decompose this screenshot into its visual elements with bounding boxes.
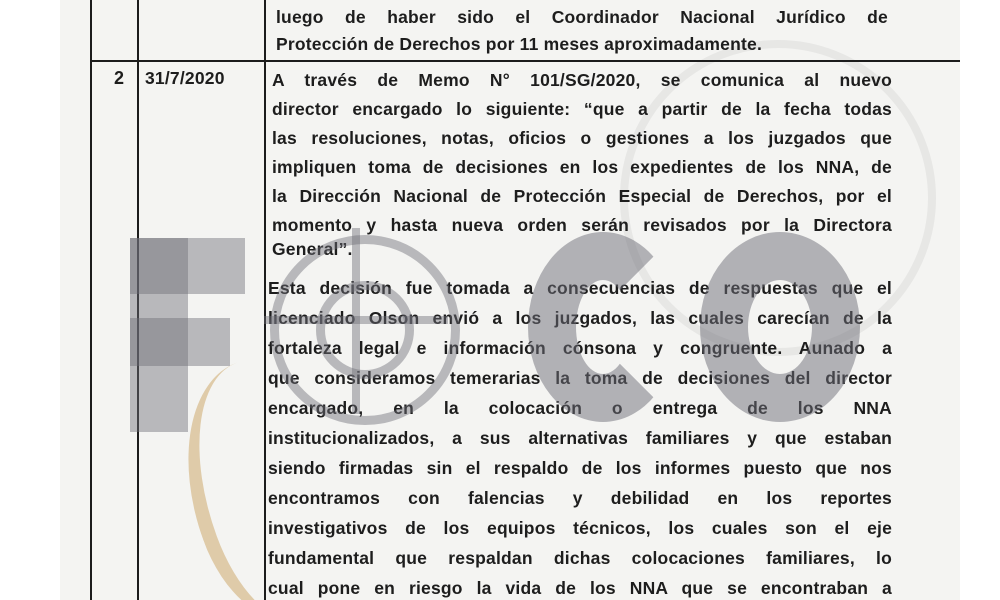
paragraph-line: licenciado Olson envió a los juzgados, las cuales carecían de la — [268, 308, 892, 328]
paragraph-line: cual pone en riesgo la vida de los NNA que se encontraban a — [268, 578, 892, 598]
paragraph-line: que consideramos temerarias la toma de decisiones del director — [268, 368, 892, 388]
paragraph-line: las resoluciones, notas, oficios o gestiones a los juzgados que — [272, 128, 892, 148]
row1-line-2: Protección de Derechos por 11 meses aproximadamente. — [276, 34, 763, 54]
paragraph-line: impliquen toma de decisiones en los expedientes de los NNA, de — [272, 157, 892, 177]
paragraph-line: la Dirección Nacional de Protección Especial de Derechos, por el — [272, 186, 892, 206]
watermark-f-mid — [130, 318, 230, 366]
table-row-divider — [90, 60, 960, 62]
paragraph-line: director encargado lo siguiente: “que a partir de la fecha todas — [272, 99, 892, 119]
row-date: 31/7/2020 — [145, 68, 225, 88]
table-border-date-col — [264, 0, 266, 600]
paragraph-line: fundamental que respaldan dichas colocaciones familiares, lo — [268, 548, 892, 568]
paragraph-line: Esta decisión fue tomada a consecuencias de respuestas que el — [268, 278, 892, 298]
watermark-target-inner — [316, 281, 414, 379]
paragraph-line: fortaleza legal e información cónsona y congruente. Aunado a — [268, 338, 892, 358]
watermark-c — [528, 232, 678, 422]
paragraph-line: A través de Memo N° 101/SG/2020, se comunica al nuevo — [272, 70, 892, 90]
watermark-o — [700, 232, 860, 422]
paragraph-line: encargado, en la colocación o entrega de los NNA — [268, 398, 892, 418]
row-number: 2 — [114, 68, 125, 88]
paragraph-line: encontramos con falencias y debilidad en los reportes — [268, 488, 892, 508]
table-border-left — [90, 0, 92, 600]
paragraph-line: General”. — [272, 239, 353, 259]
paragraph-line: institucionalizados, a sus alternativas familiares y que estaban — [268, 428, 892, 448]
row1-line-1: luego de haber sido el Coordinador Nacional Jurídico de — [276, 7, 888, 27]
watermark-crosshair-h — [264, 316, 448, 324]
paragraph-line: momento y hasta nueva orden serán revisados por la Directora — [272, 215, 892, 235]
paragraph-line: siendo firmadas sin el respaldo de los informes puesto que nos — [268, 458, 892, 478]
paragraph-line: investigativos de los equipos técnicos, los cuales son el eje — [268, 518, 892, 538]
